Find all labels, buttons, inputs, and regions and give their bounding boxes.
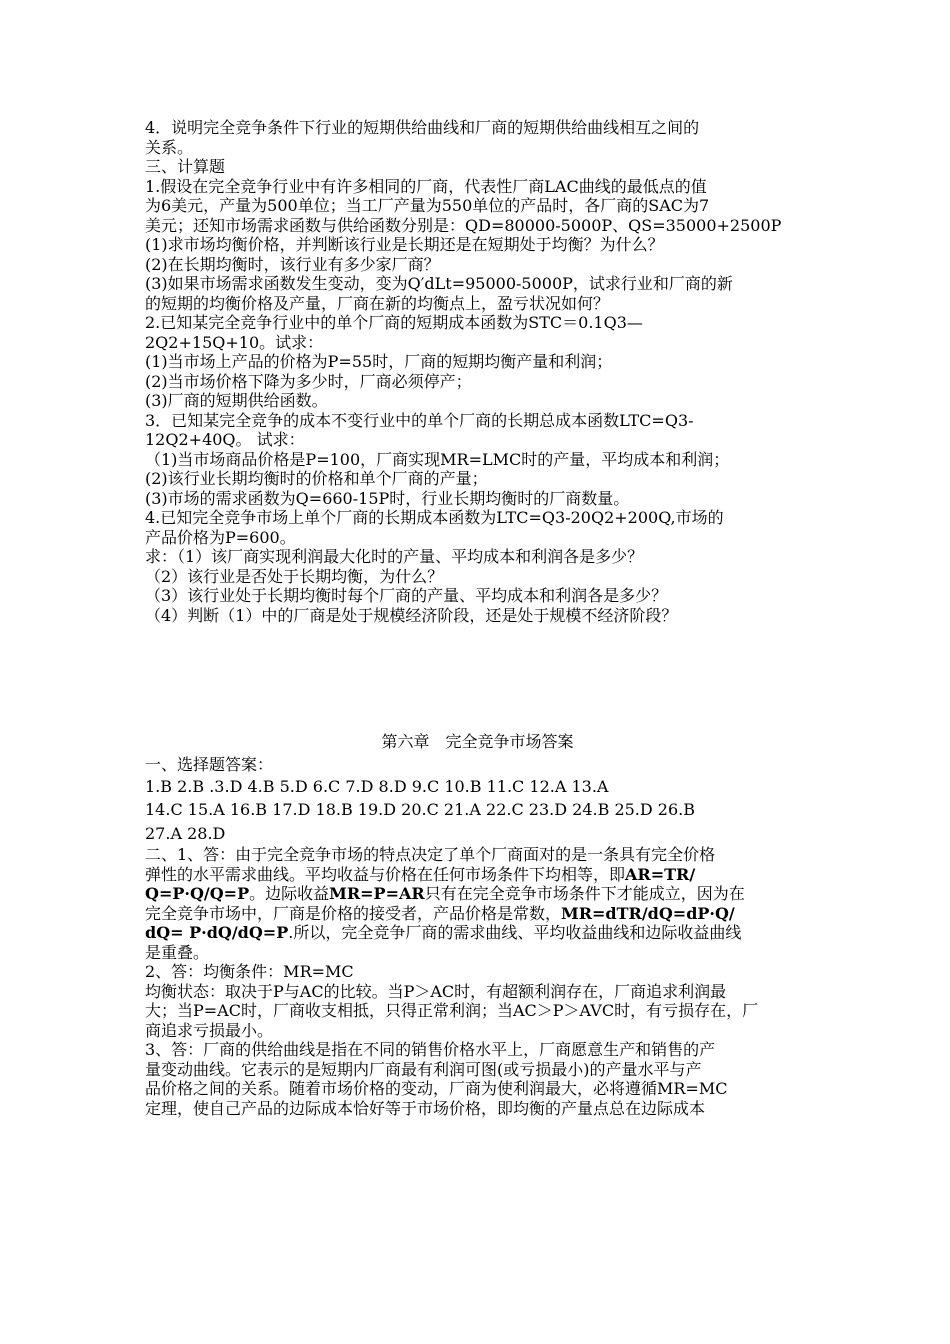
answer-text: .所以，完全竞争厂商的需求曲线、平均收益曲线和边际收益曲线 [288, 923, 742, 942]
answer-key-line: 14.C 15.A 16.B 17.D 18.B 19.D 20.C 21.A 22.C 23.D 24.B 25.D 26.B [145, 800, 695, 819]
answer-line: 品价格之间的关系。随着市场价格的变动，厂商为使利润最大，必将遵循MR=MC [145, 1079, 728, 1098]
question-line: (3)如果市场需求函数发生变动，变为Q′dLt=95000-5000P，试求行业和厂商的新 [145, 274, 733, 293]
formula-text: MR=P=AR [329, 884, 425, 903]
question-line: 3．已知某完全竞争的成本不变行业中的单个厂商的长期总成本函数LTC=Q3- [145, 410, 694, 430]
question-line: （2）该行业是否处于长期均衡，为什么？ [145, 566, 444, 586]
question-line: 4.已知完全竞争市场上单个厂商的长期成本函数为LTC=Q3-20Q2+200Q,市场的 [145, 508, 724, 527]
question-line: 2.已知某完全竞争行业中的单个厂商的短期成本函数为STC＝0.1Q3— [145, 313, 643, 332]
formula-text: Q=P·Q/Q=P [145, 884, 250, 903]
question-line: 为6美元，产量为500单位；当工厂产量为550单位的产品时，各厂商的SAC为7 [145, 196, 710, 215]
answer-2 [145, 962, 810, 1040]
answer-line [145, 904, 810, 924]
formula-text: dQ= P·dQ/dQ=P [145, 923, 289, 942]
formula-text: AR=TR/ [625, 864, 696, 884]
answer-key-line: 27.A 28.D [145, 823, 226, 843]
question-line: （1)当市场商品价格是P=100，厂商实现MR=LMC时的产量，平均成本和利润； [145, 449, 730, 469]
question-line: （3）该行业处于长期均衡时每个厂商的产量、平均成本和利润各是多少？ [145, 586, 668, 605]
answer-1 [145, 845, 810, 962]
answer-line: 定理，使自己产品的边际成本恰好等于市场价格，即均衡的产量点总在边际成本 [145, 1098, 706, 1118]
question-line: (1)求市场均衡价格，并判断该行业是长期还是在短期处于均衡？为什么？ [145, 235, 664, 254]
answer-line: 均衡状态：取决于P与AC的比较。当P＞AC时，有超额利润存在，厂商追求利润最 [145, 981, 727, 1001]
choice-answers-section [145, 755, 810, 845]
answer-text: 弹性的水平需求曲线。平均收益与价格在任何市场条件下均相等，即 [145, 864, 626, 884]
chapter-title: 第六章 完全竞争市场答案 [381, 732, 574, 751]
question-line: (3)市场的需求函数为Q=660-15P时，行业长期均衡时的厂商数量。 [145, 488, 630, 508]
question-line: 4．说明完全竞争条件下行业的短期供给曲线和厂商的短期供给曲线相互之间的 [145, 118, 700, 137]
question-line: 2Q2+15Q+10。试求： [145, 332, 324, 352]
formula-text: MR=dTR/dQ=dP·Q/ [561, 903, 735, 923]
answer-line: 大；当P=AC时，厂商收支相抵，只得正常利润；当AC＞P＞AVC时，有亏损存在，厂 [145, 1001, 759, 1020]
question-line: 12Q2+40Q。 试求： [145, 430, 305, 449]
question-line: 关系。 [145, 137, 194, 157]
answer-line: 3、答：厂商的供给曲线是指在不同的销售价格水平上，厂商愿意生产和销售的产 [145, 1040, 716, 1059]
question-line: 的短期的均衡价格及产量，厂商在新的均衡点上，盈亏状况如何？ [145, 293, 610, 313]
answer-text: 只有在完全竞争市场条件下才能成立，因为在 [424, 884, 745, 903]
answer-line: 是重叠。 [145, 942, 210, 962]
document-page [145, 118, 810, 1118]
answer-line: 量变动曲线。它表示的是短期内厂商最有利润可图(或亏损最小)的产量水平与产 [145, 1059, 702, 1079]
question-line: 美元；还知市场需求函数与供给函数分别是：QD=80000-5000P、QS=35000+2500P [145, 215, 782, 235]
answer-line [145, 865, 810, 885]
section-heading: 一、选择题答案： [145, 755, 274, 774]
question-line: (3)厂商的短期供给函数。 [145, 391, 328, 410]
page-spacer [145, 625, 810, 731]
section-heading: 三、计算题 [145, 157, 226, 176]
question-line: 产品价格为P=600。 [145, 527, 296, 547]
answer-line: 2、答：均衡条件：MR=MC [145, 962, 354, 981]
question-line: (2)在长期均衡时，该行业有多少家厂商？ [145, 254, 440, 274]
question-line: (2)当市场价格下降为多少时，厂商必须停产； [145, 371, 472, 391]
answer-text: 。边际收益 [249, 884, 330, 903]
question-line: （4）判断（1）中的厂商是处于规模经济阶段，还是处于规模不经济阶段？ [145, 605, 678, 625]
answer-line [145, 884, 810, 904]
question-line: (2)该行业长期均衡时的价格和单个厂商的产量； [145, 469, 488, 488]
question-section [145, 118, 810, 625]
answer-line: 商追求亏损最小。 [145, 1020, 274, 1040]
answer-3 [145, 1040, 810, 1118]
question-line: (1)当市场上产品的价格为P=55时，厂商的短期均衡产量和利润； [145, 352, 613, 371]
answer-line [145, 923, 810, 943]
answer-key-line: 1.B 2.B .3.D 4.B 5.D 6.C 7.D 8.D 9.C 10.B 11.C 12.A 13.A [145, 776, 609, 796]
question-line: 1.假设在完全竞争行业中有许多相同的厂商，代表性厂商LAC曲线的最低点的值 [145, 176, 707, 196]
answer-line: 二、1、答：由于完全竞争市场的特点决定了单个厂商面对的是一条具有完全价格 [145, 845, 716, 864]
answer-text: 完全竞争市场中，厂商是价格的接受者，产品价格是常数， [145, 903, 562, 923]
question-line: 求：（1）该厂商实现利润最大化时的产量、平均成本和利润各是多少？ [145, 547, 644, 566]
